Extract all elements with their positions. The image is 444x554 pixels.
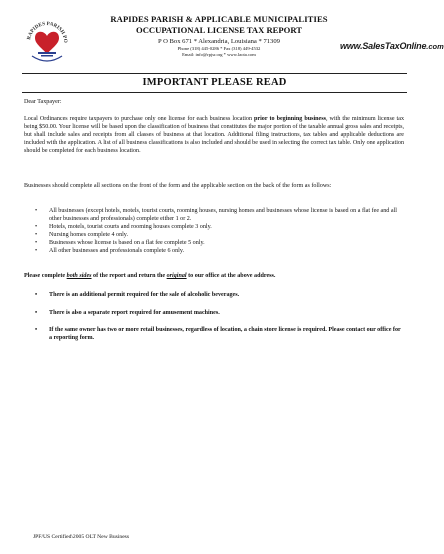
phone-fax: Phone (318) 445-0286 * Fax (318) 449-4532 xyxy=(177,46,261,51)
additional-requirements-list xyxy=(24,327,404,343)
list-item: • Businesses whose license is based on a flat fee complete 5 only. xyxy=(35,239,205,246)
list-item: • There is also a separate report required for amusement machines. xyxy=(35,310,220,316)
top-divider xyxy=(22,73,407,74)
salutation: Dear Taxpayer: xyxy=(24,99,62,105)
list-item: • There is an additional permit required for the sale of alcoholic beverages. xyxy=(35,292,240,298)
mailing-address: P O Box 671 * Alexandria, Louisiana * 71309 xyxy=(158,38,280,45)
list-item: • Hotels, motels, tourist courts and rooming houses complete 3 only. xyxy=(35,223,212,230)
list-item: • All businesses (except hotels, motels, tourist courts, rooming houses, nursing homes and businesses whose license is based on a flat fee and all other businesses and professionals) complete either 1 or 2. xyxy=(35,208,397,222)
sections-lead: Businesses should complete all sections on the front of the form and the applicable section on the back of the form as follows: xyxy=(24,183,332,189)
complete-both-sides-note: Please complete both sides of the report and return the original to our office at the above address. xyxy=(24,273,276,279)
section-instructions-list xyxy=(24,208,404,255)
report-title: OCCUPATIONAL LICENSE TAX REPORT xyxy=(136,25,302,35)
letterhead-title: RAPIDES PARISH & APPLICABLE MUNICIPALITIES xyxy=(110,14,328,24)
list-item: • All other businesses and professionals complete 6 only. xyxy=(35,247,184,254)
parish-seal-logo xyxy=(22,12,72,72)
list-item: • Nursing homes complete 4 only. xyxy=(35,231,128,238)
svg-text:RAPIDES PARISH POLICE JURY: RAPIDES PARISH PO xyxy=(26,20,69,44)
sales-tax-online-logo: www.SalesTaxOnline.com xyxy=(340,41,444,51)
letterhead xyxy=(90,14,348,58)
intro-paragraph: Local Ordinances require taxpayers to purchase only one license for each business location prior to beginning business, with the minimum license tax being $50.00. Your license will be based upon the classification of business that constitutes the major portion of the taxable annual gross sales and receipts, but shall include sales and receipts from all classes of business at that location. Additional filing instructions, tax tables and applicable deductions are included with the application. A list of all business classifications is also included and should be used in selecting the correct tax table. Only one application should be completed for each business location. xyxy=(24,116,404,154)
important-banner: IMPORTANT PLEASE READ xyxy=(142,77,287,88)
bottom-divider xyxy=(22,92,407,93)
additional-requirements-list xyxy=(24,310,404,318)
footer-note: JPF/US Certified\2005 OLT New Business xyxy=(33,534,130,540)
list-item: • If the same owner has two or more retail businesses, regardless of location, a chain store license is required. Please contact our office for a reporting form. xyxy=(35,327,401,341)
email-web: Email: info@rpjsr.org * www.laota.com xyxy=(182,52,256,57)
additional-requirements-list xyxy=(24,292,404,300)
